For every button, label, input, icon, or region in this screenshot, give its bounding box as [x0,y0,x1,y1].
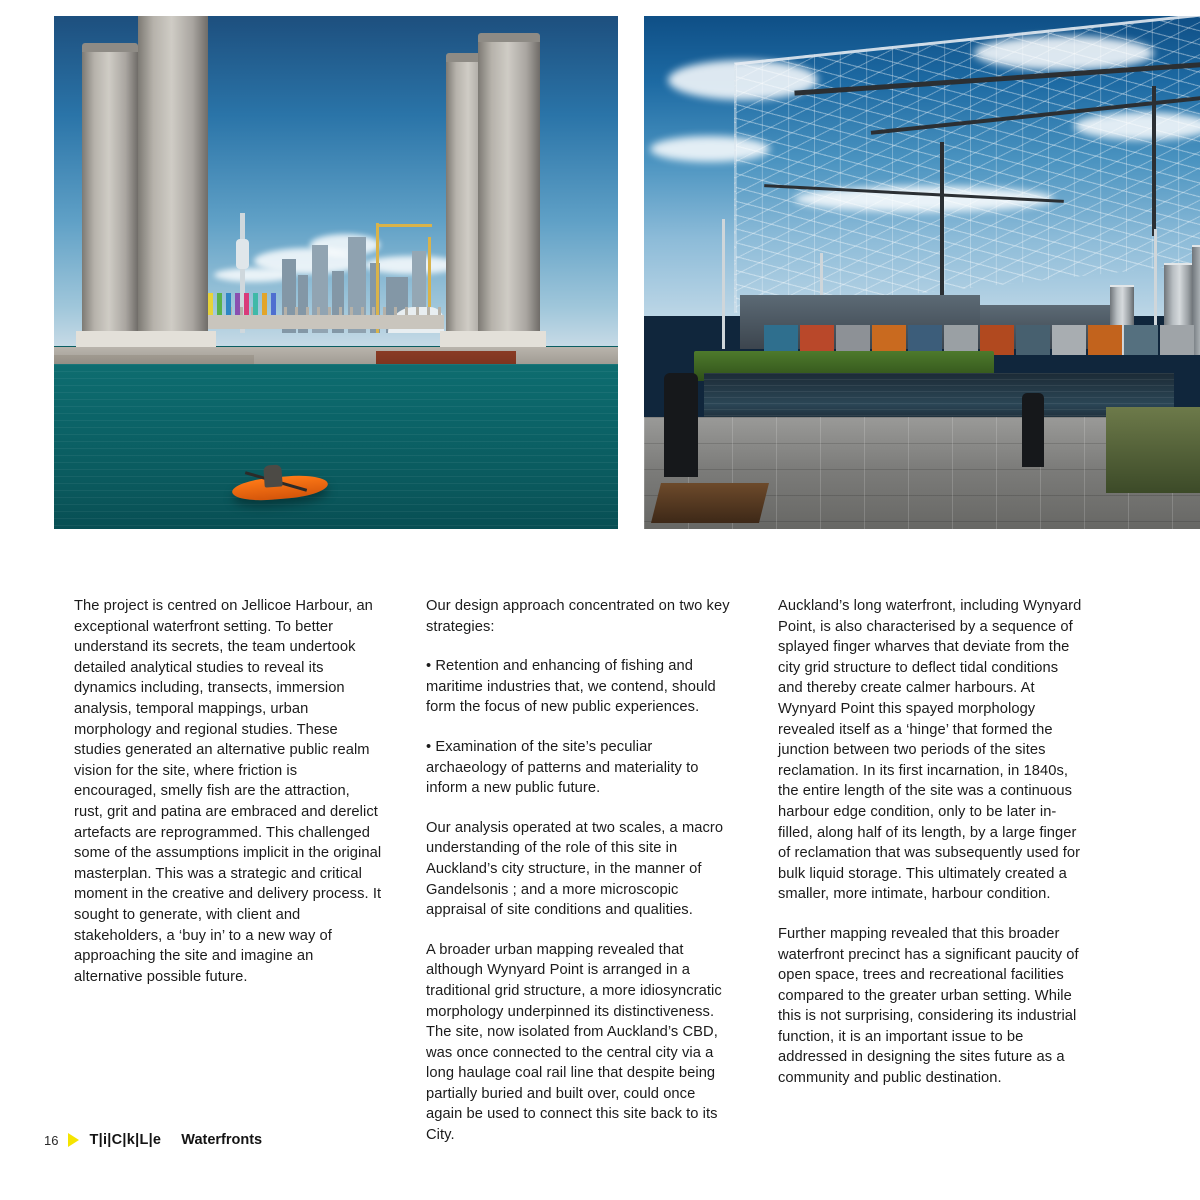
paragraph: A broader urban mapping revealed that although Wynyard Point is arranged in a traditional grid structure, a more idiosyncratic morphology underpinned its distinctiveness. The site, now isolated from Auckland’s CBD, was once connected to the central city via a long haulage coal rail line that despite being partially buried and built over, could once again be used to connect this site back to its City. [426,941,722,1144]
steel-truss-canopy [734,16,1200,313]
canopy-column [1152,86,1156,236]
triangle-icon [68,1133,79,1147]
photo-band [0,0,1200,529]
text-column-2 [426,596,734,1146]
page-footer [44,1132,262,1148]
construction-crane-jib [376,224,432,227]
paragraph: Auckland’s long waterfront, including Wynyard Point, is also characterised by a sequence of splayed finger wharves that deviate from the city grid structure to deflect tidal conditions and thereby create calmer harbours. At Wynyard Point this spayed morphology revealed itself as a ‘hinge’ that formed the junction between two periods of the sites reclamation. In its first incarnation, in 1840s, the entire length of the site was a continuous harbour edge condition, only to be later in-filled, along half of its length, by a large finger of reclamation that was subsequently used for bulk liquid storage. This ultimately created a smaller, more intimate, harbour condition. [778,598,1082,903]
bullet-paragraph: • Retention and enhancing of fishing and maritime industries that, we contend, should form the focus of new public experiences. [426,658,716,716]
timber-bench [651,483,769,523]
pedestrian-figure [1022,393,1044,467]
pedestrian-gantry [174,315,444,329]
section-title: Waterfronts [181,1132,263,1148]
pedestrian-figure [664,373,698,477]
concrete-silo [478,40,540,350]
concrete-silo [82,50,138,350]
planting-bed [1106,407,1200,493]
three-column-text [74,596,1086,1146]
photo-silo-park-canopy [644,16,1200,545]
text-column-1 [74,596,382,1146]
harbour-water [54,364,618,545]
shipping-container-row [764,321,1200,355]
paragraph: Our analysis operated at two scales, a macro understanding of the role of this site in Auckland’s city structure, in the manner of Gandelsonis ; and a more microscopic appraisal of site conditions and qualities. [426,819,724,919]
concrete-silo [138,16,208,350]
page-number: 16 [44,1132,59,1148]
photo-jellicoe-harbour-silos [54,16,618,545]
article-body [0,529,1200,1200]
bullet-paragraph: • Examination of the site’s peculiar archaeology of patterns and materiality to inform a new public future. [426,738,699,797]
text-column-3 [778,596,1086,1146]
paragraph: The project is centred on Jellicoe Harbour, an exceptional waterfront setting. To better understand its secrets, the team undertook detailed analytical studies to reveal its dynamics including, transects, immersion analysis, temporal mappings, urban morphology and regional studies. These studies generated an alternative public realm vision for the site, where friction is encouraged, smelly fish are the attraction, rust, grit and patina are embraced and derelict artefacts are reprogrammed. This challenged some of the assumptions implicit in the original masterplan. This was a strategic and critical moment in the creative and delivery process. It sought to generate, with client and stakeholders, a ‘buy in’ to a new way of approaching the site and imagine an alternative possible future. [74,598,382,985]
publication-logo: T|i|C|k|L|e [89,1132,162,1148]
kayaker-figure [263,464,282,487]
light-mast [722,219,725,349]
paragraph: Further mapping revealed that this broader waterfront precinct has a significant paucity of open space, trees and recreational facilities compared to the greater urban setting. While this is not surprising, considering its industrial function, it is an important issue to be addressed in designing the sites future as a community and public destination. [778,925,1079,1087]
paragraph: Our design approach concentrated on two key strategies: [426,598,730,635]
